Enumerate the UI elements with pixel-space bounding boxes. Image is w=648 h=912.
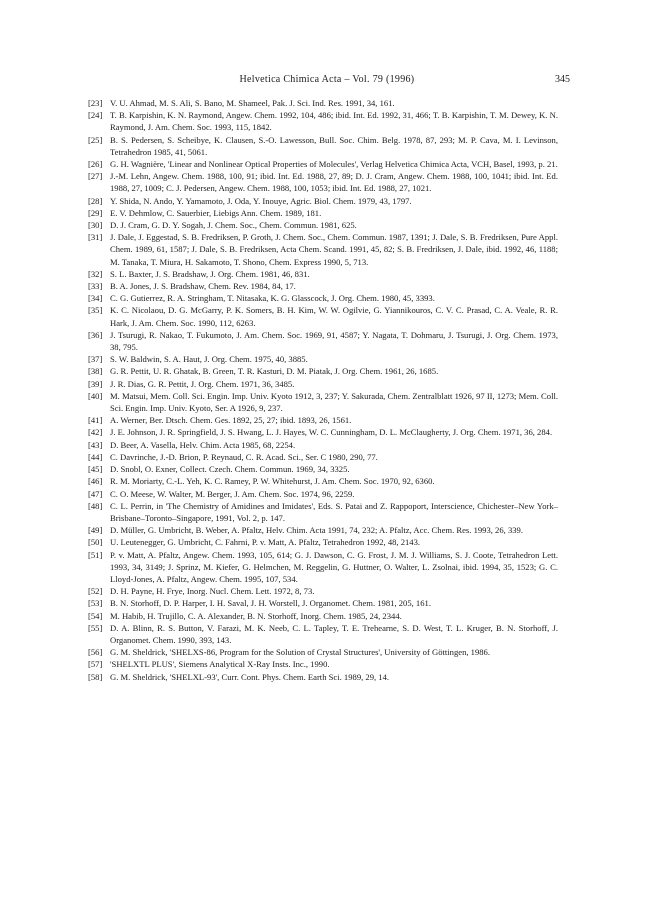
reference-text: D. A. Blinn, R. S. Button, V. Farazi, M. K. Neeb, C. L. Tapley, T. E. Trehearne, S. D. West, T. L. Kruger, B. N. Storhoff, J. Organomet. Chem. 1990, 393, 143. — [110, 622, 558, 645]
reference-item — [88, 268, 558, 280]
reference-number: [43] — [88, 439, 103, 450]
reference-number: [28] — [88, 195, 103, 206]
reference-item — [88, 195, 558, 207]
reference-item — [88, 280, 558, 292]
reference-number: [34] — [88, 293, 103, 304]
reference-item — [88, 170, 558, 194]
journal-running-title: Helvetica Chimica Acta – Vol. 79 (1996) — [239, 74, 415, 85]
reference-number: [54] — [88, 610, 103, 621]
reference-item — [88, 463, 558, 475]
reference-number: [24] — [88, 110, 103, 121]
reference-text: M. Matsui, Mem. Coll. Sci. Engin. Imp. Univ. Kyoto 1912, 3, 237; Y. Sakurada, Chem. Zentralblatt 1926, 97 II, 1273; Mem. Coll. Sci. Engin. Imp. Univ. Kyoto, Ser. A 1926, 9, 237. — [110, 390, 558, 414]
reference-text: R. M. Moriarty, C.-L. Yeh, K. C. Ramey, P. W. Whitehurst, J. Am. Chem. Soc. 1970, 92, 6360. — [110, 476, 435, 487]
reference-text: D. Snobl, O. Exner, Collect. Czech. Chem. Commun. 1969, 34, 3325. — [110, 464, 350, 475]
reference-number: [49] — [88, 525, 103, 536]
reference-text: C. O. Meese, W. Walter, M. Berger, J. Am. Chem. Soc. 1974, 96, 2259. — [110, 488, 355, 499]
reference-item — [88, 439, 558, 451]
reference-number: [57] — [88, 659, 103, 670]
reference-item — [88, 585, 558, 597]
reference-number: [50] — [88, 537, 103, 548]
reference-number: [41] — [88, 415, 103, 426]
reference-text: M. Habib, H. Trujillo, C. A. Alexander, B. N. Storhoff, Inorg. Chem. 1985, 24, 2344. — [110, 610, 402, 621]
reference-item — [88, 207, 558, 219]
reference-text: P. v. Matt, A. Pfaltz, Angew. Chem. 1993, 105, 614; G. J. Dawson, C. G. Frost, J. M. J. Williams, S. J. Coote, Tetrahedron Lett. 1993, 34, 3149; J. Sprinz, M. Kiefer, G. Helmchen, M. Reggelin, G. Huttner, O. Walter, L. Zsolnai, ibid. 1994, 35, 1523; G. C. Lloyd-Jones, A. Pfaltz, Angew. Chem. 1995, 107, 534. — [110, 549, 558, 584]
reference-item — [88, 536, 558, 548]
reference-text: 'SHELXTL PLUS', Siemens Analytical X-Ray Insts. Inc., 1990. — [110, 659, 330, 670]
reference-text: A. Werner, Ber. Dtsch. Chem. Ges. 1892, 25, 27; ibid. 1893, 26, 1561. — [110, 415, 352, 426]
reference-item — [88, 231, 558, 268]
reference-item — [88, 304, 558, 328]
reference-text: B. N. Storhoff, D. P. Harper, I. H. Saval, J. H. Worstell, J. Organomet. Chem. 1981, 205, 161. — [110, 598, 431, 609]
reference-number: [35] — [88, 305, 103, 316]
reference-text: G. M. Sheldrick, 'SHELXL-93', Curr. Cont. Phys. Chem. Earth Sci. 1989, 29, 14. — [110, 671, 390, 682]
reference-text: V. U. Ahmad, M. S. Ali, S. Bano, M. Shameel, Pak. J. Sci. Ind. Res. 1991, 34, 161. — [110, 98, 395, 108]
reference-number: [36] — [88, 329, 103, 340]
reference-number: [46] — [88, 476, 103, 487]
reference-number: [48] — [88, 500, 103, 511]
reference-text: B. S. Pedersen, S. Scheibye, K. Clausen, S.-O. Lawesson, Bull. Soc. Chim. Belg. 1978, 87, 293; M. P. Cava, M. I. Levinson, Tetrahedron 1985, 41, 5061. — [110, 134, 558, 157]
reference-number: [47] — [88, 488, 103, 499]
reference-number: [58] — [88, 671, 103, 682]
reference-item — [88, 390, 558, 414]
reference-number: [51] — [88, 549, 103, 560]
reference-text: S. L. Baxter, J. S. Bradshaw, J. Org. Chem. 1981, 46, 831. — [110, 268, 310, 279]
reference-number: [27] — [88, 171, 103, 182]
reference-number: [33] — [88, 281, 103, 292]
reference-text: G. R. Pettit, U. R. Ghatak, B. Green, T. R. Kasturi, D. M. Piatak, J. Org. Chem. 1961, 26, 1685. — [110, 366, 439, 377]
reference-text: D. Beer, A. Vasella, Helv. Chim. Acta 1985, 68, 2254. — [110, 439, 296, 450]
reference-item — [88, 597, 558, 609]
reference-text: Y. Shida, N. Ando, Y. Yamamoto, J. Oda, Y. Inouye, Agric. Biol. Chem. 1979, 43, 1797. — [110, 195, 412, 206]
reference-text: C. Davrinche, J.-D. Brion, P. Reynaud, C. R. Acad. Sci., Ser. C 1980, 290, 77. — [110, 451, 378, 462]
reference-item — [88, 329, 558, 353]
reference-text: J. E. Johnson, J. R. Springfield, J. S. Hwang, L. J. Hayes, W. C. Cunningham, D. L. McClaugherty, J. Org. Chem. 1971, 36, 284. — [110, 427, 553, 438]
reference-item — [88, 219, 558, 231]
reference-item — [88, 488, 558, 500]
reference-text: S. W. Baldwin, S. A. Haut, J. Org. Chem. 1975, 40, 3885. — [110, 354, 308, 365]
reference-number: [31] — [88, 232, 103, 243]
reference-item — [88, 426, 558, 438]
reference-item — [88, 622, 558, 646]
reference-item — [88, 671, 558, 683]
reference-item — [88, 158, 558, 170]
reference-number: [52] — [88, 586, 103, 597]
reference-text: K. C. Nicolaou, D. G. McGarry, P. K. Somers, B. H. Kim, W. W. Ogilvie, G. Yiannikouros, C. V. C. Prasad, C. A. Veale, R. R. Hark, J. Am. Chem. Soc. 1990, 112, 6263. — [110, 305, 558, 328]
reference-item — [88, 658, 558, 670]
reference-text: J. Tsurugi, R. Nakao, T. Fukumoto, J. Am. Chem. Soc. 1969, 91, 4587; Y. Nagata, T. Dohmaru, J. Tsurugi, J. Org. Chem. 1973, 38, 795. — [110, 329, 558, 353]
reference-number: [45] — [88, 464, 103, 475]
reference-number: [23] — [88, 98, 103, 108]
reference-item — [88, 365, 558, 377]
reference-number: [39] — [88, 378, 103, 389]
reference-list — [88, 97, 558, 683]
reference-number: [26] — [88, 159, 103, 170]
reference-item — [88, 414, 558, 426]
reference-text: D. H. Payne, H. Frye, Inorg. Nucl. Chem. Lett. 1972, 8, 73. — [110, 586, 315, 597]
reference-item — [88, 610, 558, 622]
reference-text: J. R. Dias, G. R. Pettit, J. Org. Chem. 1971, 36, 3485. — [110, 378, 295, 389]
reference-item — [88, 451, 558, 463]
reference-item — [88, 500, 558, 524]
reference-text: E. V. Dehmlow, C. Sauerbier, Liebigs Ann. Chem. 1989, 181. — [110, 207, 322, 218]
running-header — [84, 74, 570, 88]
reference-item — [88, 549, 558, 586]
reference-text: J.-M. Lehn, Angew. Chem. 1988, 100, 91; ibid. Int. Ed. 1988, 27, 89; D. J. Cram, Angew. Chem. 1988, 100, 1041; ibid. Int. Ed. 1988, 27, 1009; C. J. Pedersen, Angew. Chem. 1988, 100, 1053; ibid. Int. Ed. 1988, 27, 1021. — [110, 171, 558, 194]
reference-item — [88, 292, 558, 304]
reference-number: [30] — [88, 220, 103, 231]
reference-number: [40] — [88, 390, 103, 401]
reference-text: G. M. Sheldrick, 'SHELXS-86, Program for the Solution of Crystal Structures', University of Göttingen, 1986. — [110, 647, 490, 658]
reference-number: [42] — [88, 427, 103, 438]
reference-text: J. Dale, J. Eggestad, S. B. Fredriksen, P. Groth, J. Chem. Soc., Chem. Commun. 1987, 1391; J. Dale, S. B. Fredriksen, Pure Appl. Chem. 1989, 61, 1587; J. Dale, S. B. Fredriksen, Acta Chem. Scand. 1991, 45, 82; S. B. Fredriksen, J. Dale, ibid. 1992, 46, 1188; M. Tanaka, T. Miura, H. Sakamoto, T. Shono, Chem. Express 1990, 5, 713. — [110, 232, 558, 267]
reference-number: [32] — [88, 268, 103, 279]
reference-number: [25] — [88, 134, 103, 145]
reference-number: [29] — [88, 207, 103, 218]
reference-item — [88, 134, 558, 158]
reference-text: C. L. Perrin, in 'The Chemistry of Amidines and Imidates', Eds. S. Patai and Z. Rappoport, Interscience, Chichester–New York–Brisbane–Toronto–Singapore, 1991, Vol. 2, p. 147. — [110, 500, 558, 523]
reference-text: G. H. Wagnière, 'Linear and Nonlinear Optical Properties of Molecules', Verlag Helvetica Chimica Acta, VCH, Basel, 1993, p. 21. — [110, 159, 558, 170]
reference-item — [88, 97, 558, 109]
reference-item — [88, 353, 558, 365]
page-number: 345 — [555, 74, 570, 85]
reference-text: T. B. Karpishin, K. N. Raymond, Angew. Chem. 1992, 104, 486; ibid. Int. Ed. 1992, 31, 466; T. B. Karpishin, T. M. Dewey, K. N. Raymond, J. Am. Chem. Soc. 1993, 115, 1842. — [110, 110, 558, 133]
reference-number: [56] — [88, 647, 103, 658]
reference-item — [88, 109, 558, 133]
reference-text: U. Leutenegger, G. Umbricht, C. Fahrni, P. v. Matt, A. Pfaltz, Tetrahedron 1992, 48, 2143. — [110, 537, 421, 548]
reference-item — [88, 524, 558, 536]
reference-text: B. A. Jones, J. S. Bradshaw, Chem. Rev. 1984, 84, 17. — [110, 281, 296, 292]
reference-number: [53] — [88, 598, 103, 609]
reference-item — [88, 378, 558, 390]
reference-number: [55] — [88, 622, 103, 633]
reference-number: [37] — [88, 354, 103, 365]
reference-item — [88, 646, 558, 658]
reference-text: D. J. Cram, G. D. Y. Sogah, J. Chem. Soc., Chem. Commun. 1981, 625. — [110, 220, 357, 231]
reference-number: [38] — [88, 366, 103, 377]
reference-text: C. G. Gutierrez, R. A. Stringham, T. Nitasaka, K. G. Glasscock, J. Org. Chem. 1980, 45, 3393. — [110, 293, 435, 304]
reference-text: D. Müller, G. Umbricht, B. Weber, A. Pfaltz, Helv. Chim. Acta 1991, 74, 232; A. Pfaltz, Acc. Chem. Res. 1993, 26, 339. — [110, 525, 523, 536]
reference-number: [44] — [88, 451, 103, 462]
reference-item — [88, 475, 558, 487]
